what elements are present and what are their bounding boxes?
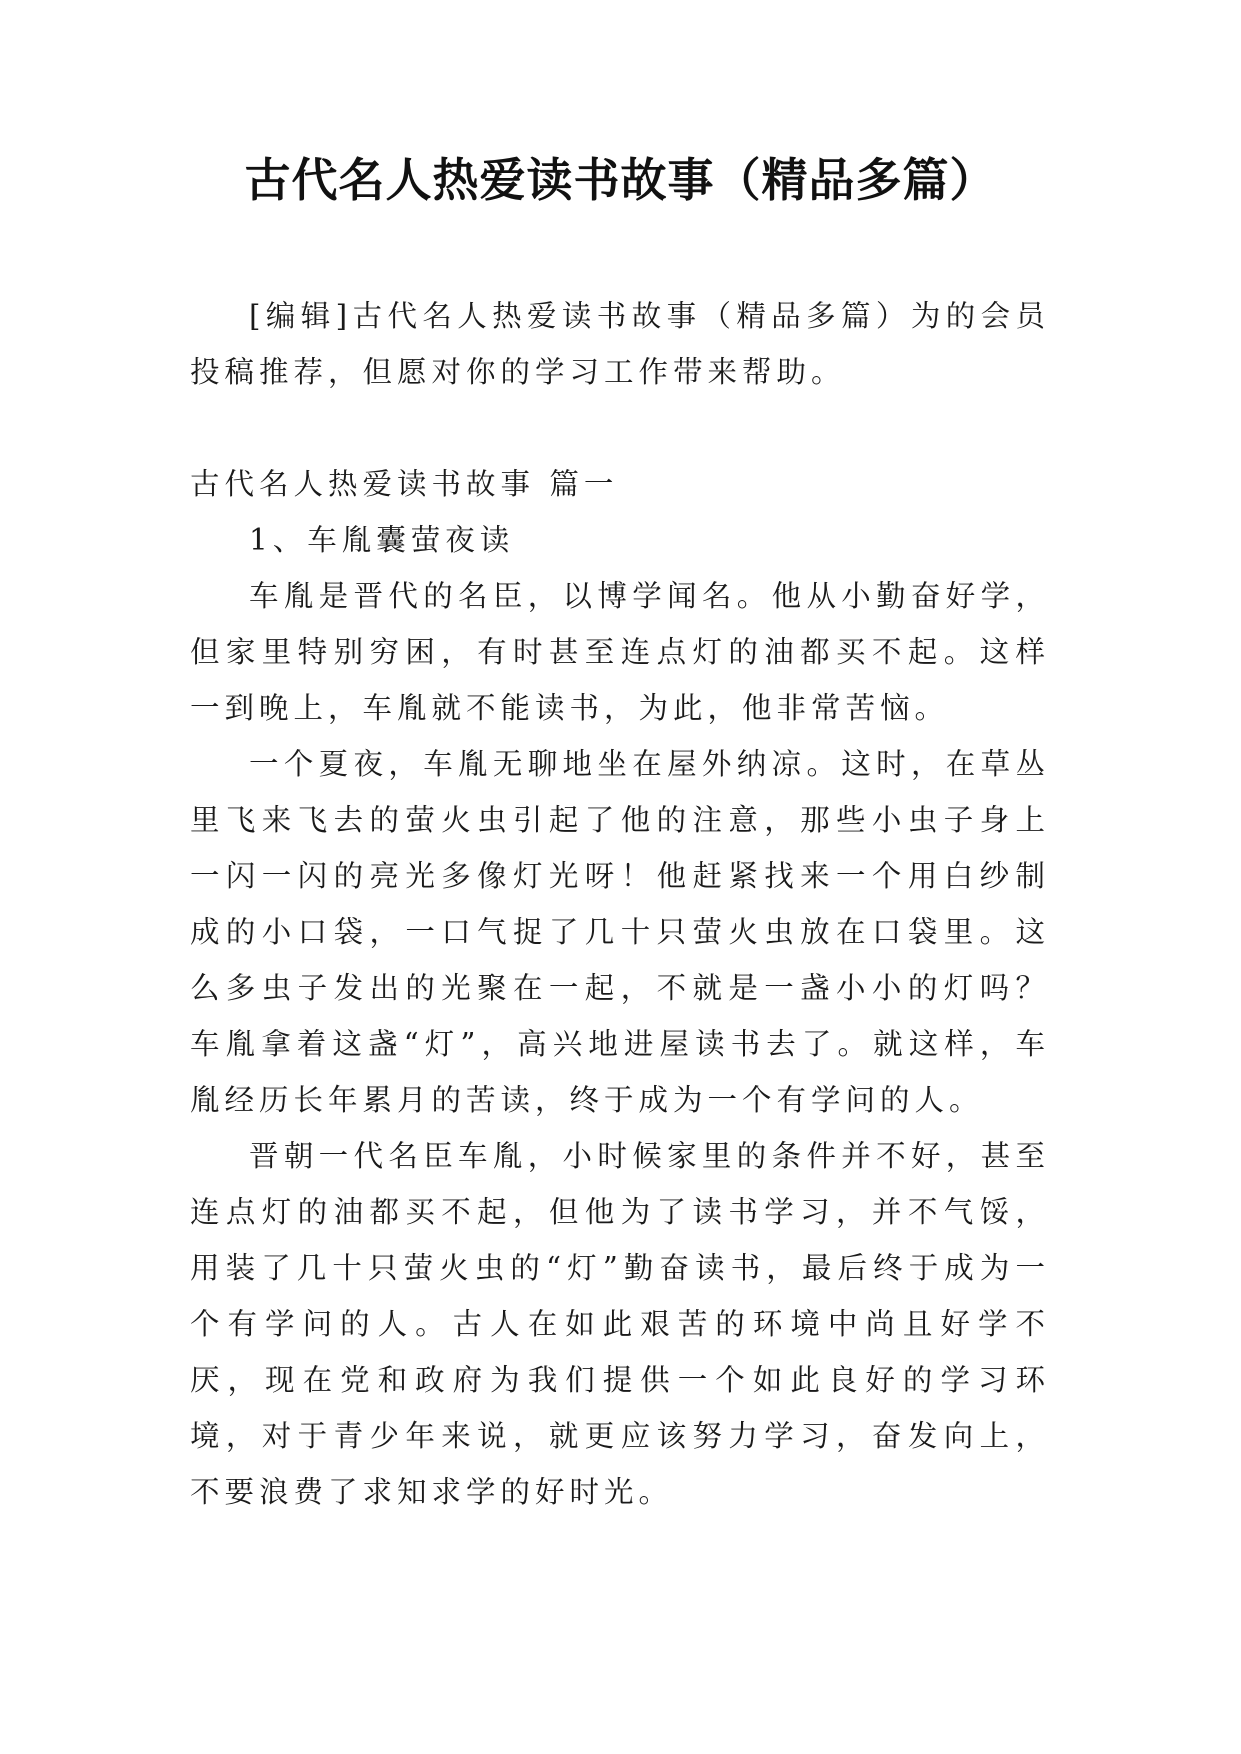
document-body	[190, 288, 1050, 1520]
story-subheading: 1、车胤囊萤夜读	[249, 523, 515, 557]
section-heading: 古代名人热爱读书故事 篇一	[190, 467, 619, 501]
body-paragraph: 车胤是晋代的名臣，以博学闻名。他从小勤奋好学，但家里特别穷困，有时甚至连点灯的油都买不起。这样一到晚上，车胤就不能读书，为此，他非常苦恼。	[190, 579, 1050, 725]
body-paragraph: 一个夏夜，车胤无聊地坐在屋外纳凉。这时，在草丛里飞来飞去的萤火虫引起了他的注意，那些小虫子身上一闪一闪的亮光多像灯光呀！他赶紧找来一个用白纱制成的小口袋，一口气捉了几十只萤火虫放在口袋里。这么多虫子发出的光聚在一起，不就是一盏小小的灯吗？车胤拿着这盏“灯”，高兴地进屋读书去了。就这样，车胤经历长年累月的苦读，终于成为一个有学问的人。	[190, 747, 1050, 1117]
intro-paragraph: [编辑]古代名人热爱读书故事（精品多篇）为的会员投稿推荐，但愿对你的学习工作带来帮助。	[190, 299, 1050, 389]
document-title: 古代名人热爱读书故事（精品多篇）	[244, 153, 997, 207]
body-paragraph: 晋朝一代名臣车胤，小时候家里的条件并不好，甚至连点灯的油都买不起，但他为了读书学习，并不气馁，用装了几十只萤火虫的“灯”勤奋读书，最后终于成为一个有学问的人。古人在如此艰苦的环境中尚且好学不厌，现在党和政府为我们提供一个如此良好的学习环境，对于青少年来说，就更应该努力学习，奋发向上，不要浪费了求知求学的好时光。	[190, 1139, 1050, 1509]
